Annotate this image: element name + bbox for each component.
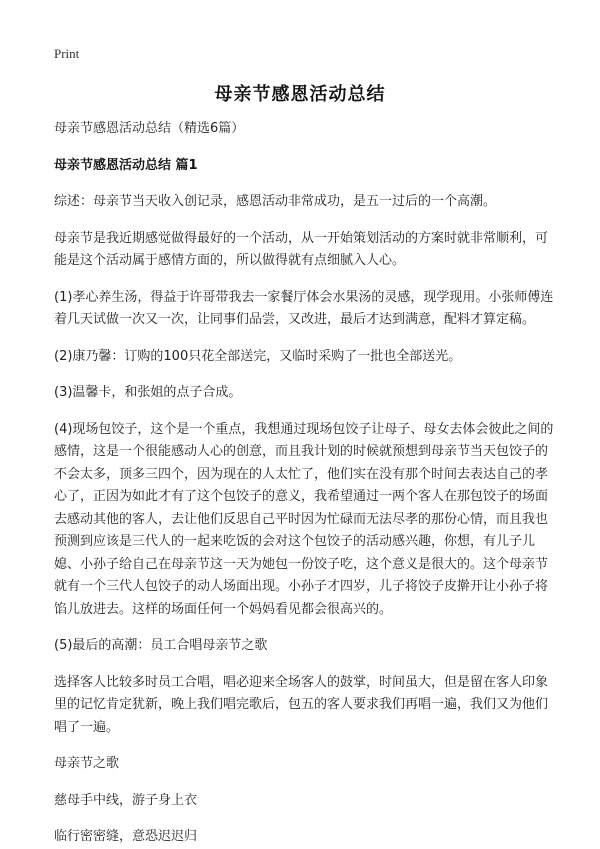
paragraph-item-5: (5)最后的高潮：员工合唱母亲节之歌 — [54, 638, 268, 653]
paragraph-summary: 综述：母亲节当天收入创记录，感恩活动非常成功，是五一过后的一个高潮。 — [54, 194, 497, 209]
section-heading: 母亲节感恩活动总结 篇1 — [54, 157, 198, 173]
paragraph-item-4: (4)现场包饺子，这个是一个重点，我想通过现场包饺子让母子、母女去体会彼此之间的感情，这是一个很能感动人心的创意，而且我计划的时候就预想到母亲节当天包饺子的不会太多，顶多三四个，因为现在的人太忙了，他们实在没有那个时间去表达自己的孝心了，正因为如此才有了这个包饺子的意义，我希望通过一两个客人在那包饺子的场面去感动其他的客人，去让他们反思自己平时因为忙碌而无法尽孝的那份心情，而且我也预测到应该是三代人的一起来吃饭的会对这个包饺子的活动感兴趣，你想，有儿子儿媳、小孙子给自己在母亲节这一天为她包一份饺子吃，这个意义是很大的。这个母亲节就有一个三代人包饺子的动人场面出现。小孙子才四岁，儿子将饺子皮擀开让小孙子将馅儿放进去。这样的场面任何一个妈妈看见都会很高兴的。 — [54, 421, 554, 617]
document-body — [54, 118, 554, 849]
paragraph-intro: 母亲节是我近期感觉做得最好的一个活动，从一开始策划活动的方案时就非常顺利，可能是这个活动属于感情方面的，所以做得就有点细腻入人心。 — [54, 230, 549, 268]
poem-line-1: 慈母手中线，游子身上衣 — [54, 792, 198, 808]
print-link[interactable]: Print — [54, 46, 80, 61]
paragraph-item-3: (3)温馨卡，和张姐的点子合成。 — [54, 385, 242, 400]
song-title: 母亲节之歌 — [54, 756, 120, 771]
document-title: 母亲节感恩活动总结 — [214, 84, 386, 105]
paragraph-chorus: 选择客人比较多时员工合唱，唱必迎来全场客人的鼓掌，时间虽大，但是留在客人印象里的记忆肯定犹新，晚上我们唱完歌后，包五的客人要求我们再唱一遍，我们又为他们唱了一遍。 — [54, 674, 549, 735]
paragraph-item-2: (2)康乃馨：订购的100只花全部送完，又临时采购了一批也全部送光。 — [54, 348, 462, 364]
poem-line-2: 临行密密缝，意恐迟迟归 — [54, 829, 198, 844]
paragraph-item-1: (1)孝心养生汤，得益于许哥带我去一家餐厅体会水果汤的灵感，现学现用。小张师傅连着几天试做一次又一次，让同事们品尝，又改进，最后才达到满意，配料才算定稿。 — [54, 289, 554, 327]
document-subtitle: 母亲节感恩活动总结（精选6篇） — [54, 121, 245, 136]
